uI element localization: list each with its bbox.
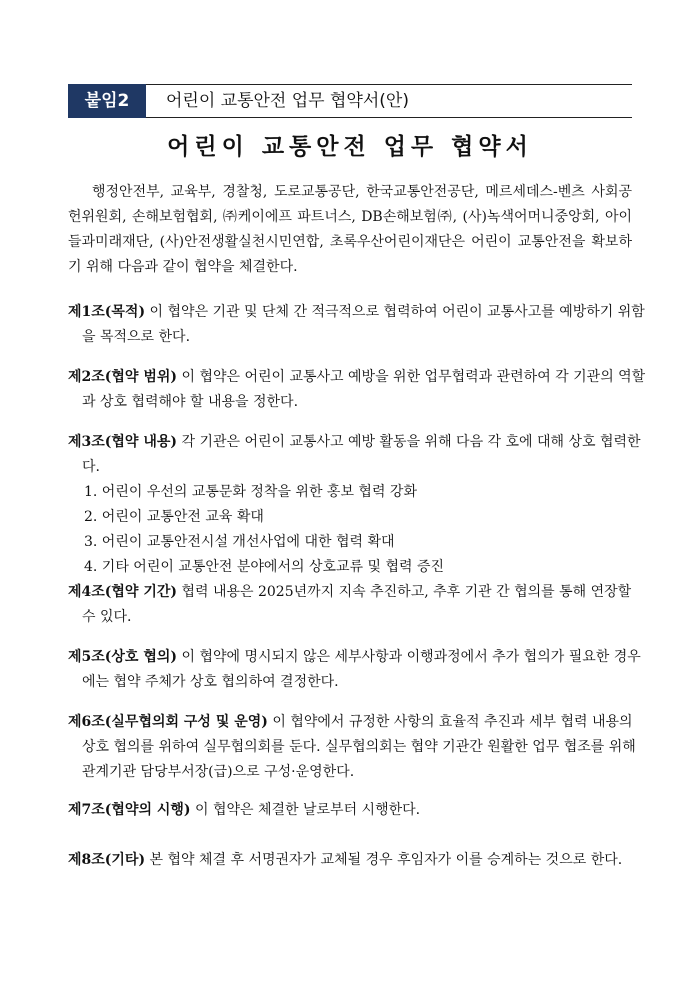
article-text: 협력 내용은 2025년까지 지속 추진하고, 추후 기관 간 협의를 통해 연장할 수 있다. [82,584,632,625]
list-item: 2. 어린이 교통안전 교육 확대 [84,509,264,525]
list-item: 4. 기타 어린이 교통안전 분야에서의 상호교류 및 협력 증진 [84,559,445,575]
article-title: 제2조(협약 범위) [68,369,178,385]
article-text: 이 협약에 명시되지 않은 세부사항과 이행과정에서 추가 협의가 필요한 경우에는 협약 주체가 상호 협의하여 결정한다. [82,649,641,690]
article-6 [68,710,648,785]
attachment-badge: 붙임2 [68,84,146,118]
intro-paragraph: 행정안전부, 교육부, 경찰청, 도로교통공단, 한국교통안전공단, 메르세데스-벤츠 사회공헌위원회, 손해보험협회, ㈜케이에프 파트너스, DB손해보험㈜, (사)녹색어머니중앙회, 아이들과미래재단, (사)안전생활실천시민연합, 초록우산어린이재단은 어린이 교통안전을 확보하기 위해 다음과 같이 협약을 체결한다. [68,184,632,275]
article-title: 제3조(협약 내용) [68,434,178,450]
attachment-title: 어린이 교통안전 업무 협약서(안) [166,91,409,111]
article-3-items [82,480,648,580]
document-title: 어린이 교통안전 업무 협약서 [167,133,533,160]
article-8 [68,848,648,873]
article-title: 제1조(목적) [68,304,146,320]
article-text: 본 협약 체결 후 서명권자가 교체될 경우 후임자가 이를 승계하는 것으로 한다. [145,852,623,868]
article-title: 제8조(기타) [68,852,146,868]
article-text: 이 협약은 어린이 교통사고 예방을 위한 업무협력과 관련하여 각 기관의 역할과 상호 협력해야 할 내용을 정한다. [82,369,646,410]
attachment-header [68,84,632,118]
article-1 [68,300,648,350]
article-7 [68,798,648,823]
list-item: 1. 어린이 우선의 교통문화 정착을 위한 홍보 협력 강화 [84,484,417,500]
article-5 [68,645,648,695]
list-item: 3. 어린이 교통안전시설 개선사업에 대한 협력 확대 [84,534,395,550]
article-text: 이 협약은 기관 및 단체 간 적극적으로 협력하여 어린이 교통사고를 예방하기 위함을 목적으로 한다. [82,304,645,345]
article-title: 제5조(상호 협의) [68,649,178,665]
article-title: 제4조(협약 기간) [68,584,178,600]
article-3 [68,430,648,580]
article-2 [68,365,648,415]
article-4 [68,580,648,630]
article-text: 이 협약에서 규정한 사항의 효율적 추진과 세부 협력 내용의 상호 협의를 위하여 실무협의회를 둔다. 실무협의회는 협약 기관간 원활한 업무 협조를 위해 관계기관 담당부서장(급)으로 구성·운영한다. [82,714,636,780]
article-text: 각 기관은 어린이 교통사고 예방 활동을 위해 다음 각 호에 대해 상호 협력한다. [82,434,641,475]
article-title: 제6조(실무협의회 구성 및 운영) [68,714,268,730]
article-text: 이 협약은 체결한 날로부터 시행한다. [190,802,421,818]
header-bottom-rule [146,117,632,118]
article-title: 제7조(협약의 시행) [68,802,191,818]
